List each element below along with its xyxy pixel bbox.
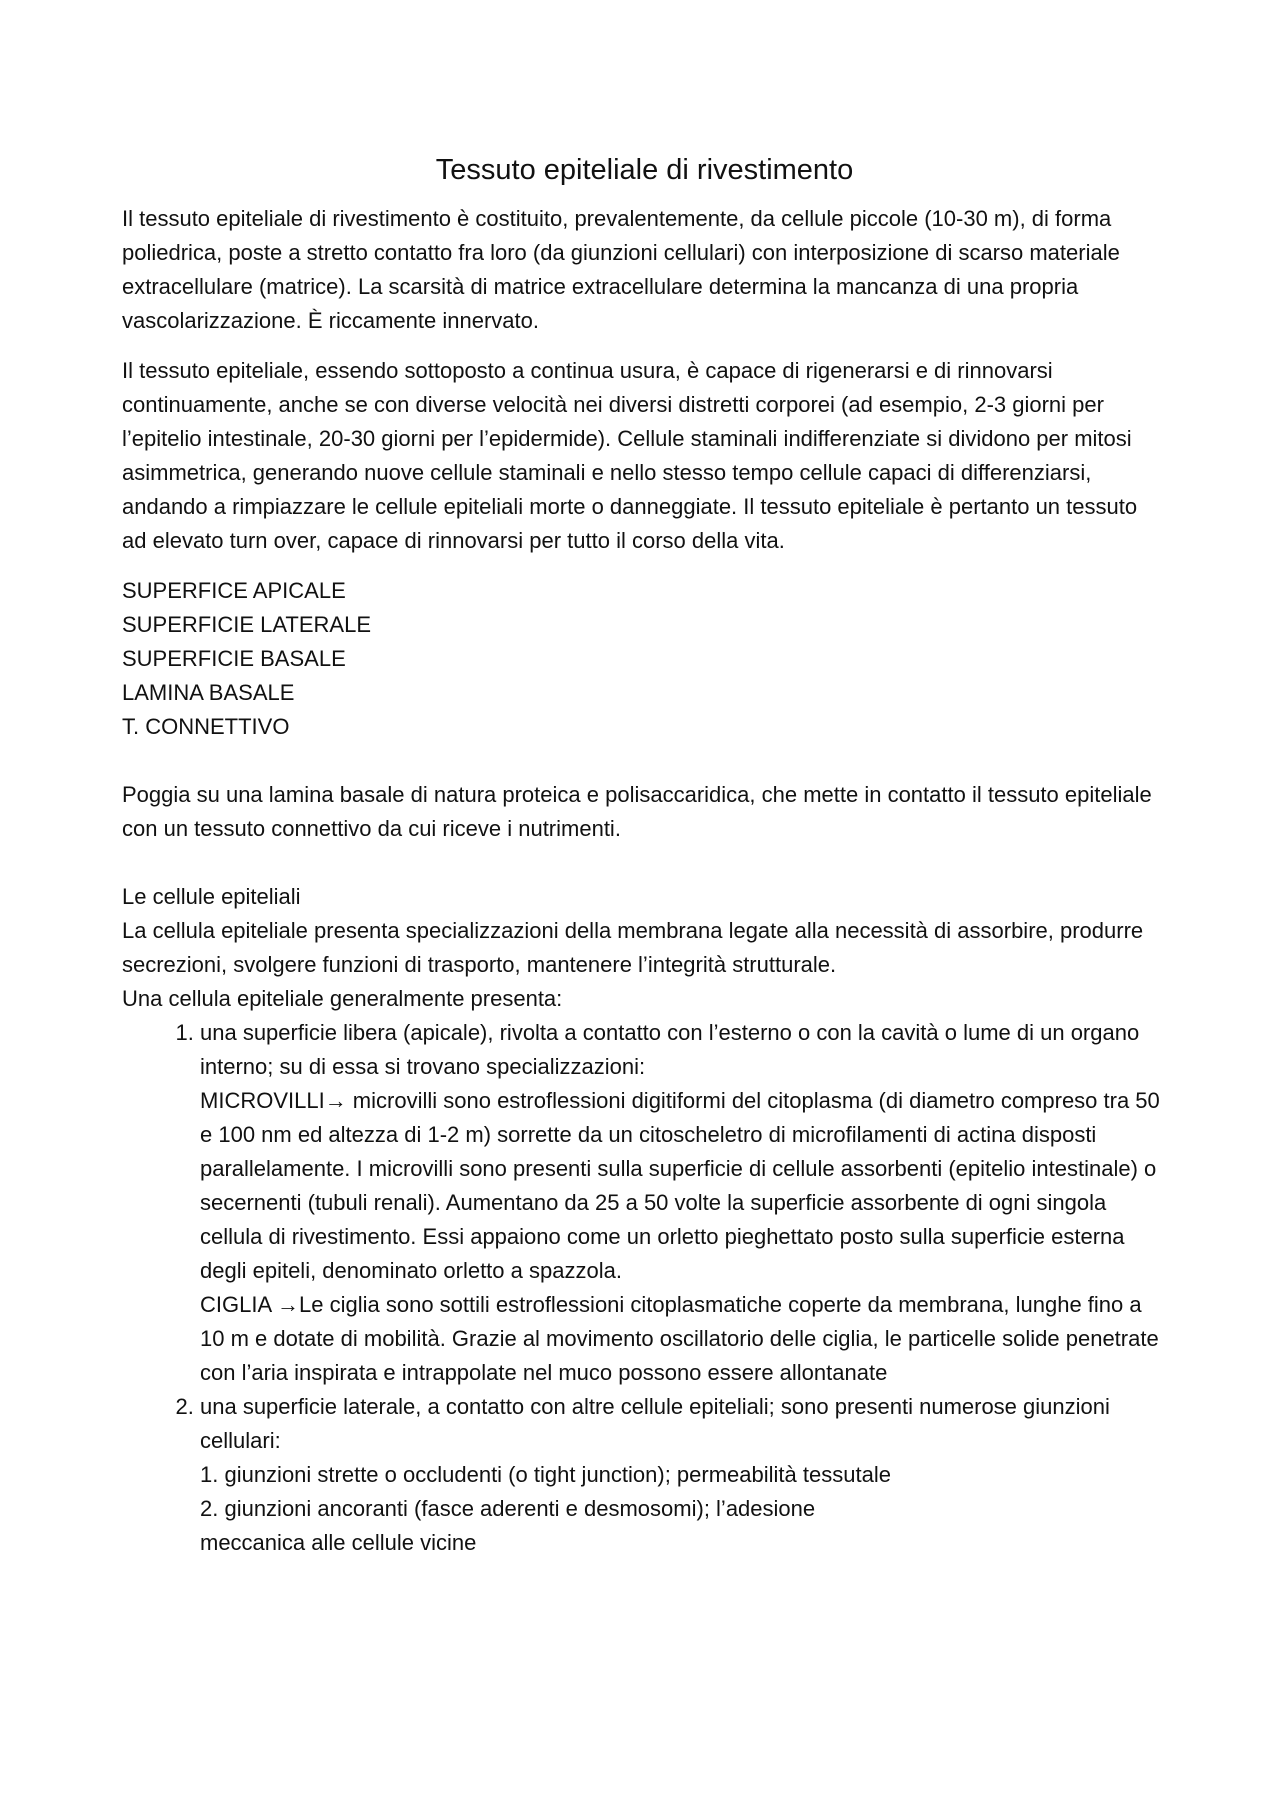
cells-section <box>122 880 1167 1560</box>
list-item-apical <box>200 1016 1167 1390</box>
ciglia-text: CIGLIA →Le ciglia sono sottili estroflessioni citoplasmatiche coperte da membrana, lunghe fino a 10 m e dotate di mobilità. Grazie al movimento oscillatorio delle ciglia, le particelle solide penetrate con l’aria inspirata e intrappolate nel muco possono essere allontanate <box>200 1292 1159 1385</box>
junction-anchoring: 2. giunzioni ancoranti (fasce aderenti e desmosomi); l’adesione <box>200 1496 816 1521</box>
paragraph-basal-lamina: Poggia su una lamina basale di natura proteica e polisaccaridica, che mette in contatto il tessuto epiteliale con un tessuto connettivo da cui riceve i nutrimenti. <box>122 782 1152 841</box>
cell-surface-list <box>122 1016 1167 1560</box>
paragraph-regeneration: Il tessuto epiteliale, essendo sottoposto a continua usura, è capace di rigenerarsi e di rinnovarsi continuamente, anche se con diverse velocità nei diversi distretti corporei (ad esempio, 2-3 giorni per l’epitelio intestinale, 20-30 giorni per l’epidermide). Cellule staminali indifferenziate si dividono per mitosi asimmetrica, generando nuove cellule staminali e nello stesso tempo cellule capaci di differenziarsi, andando a rimpiazzare le cellule epiteliali morte o danneggiate. Il tessuto epiteliale è pertanto un tessuto ad elevato turn over, capace di rinnovarsi per tutto il corso della vita. <box>122 358 1138 553</box>
layer-item: SUPERFICE APICALE <box>122 578 346 603</box>
junction-anchoring-continued: meccanica alle cellule vicine <box>200 1530 477 1555</box>
layer-item: SUPERFICIE BASALE <box>122 646 346 671</box>
layer-item: LAMINA BASALE <box>122 680 295 705</box>
section-heading: Le cellule epiteliali <box>122 884 301 909</box>
layer-item: T. CONNETTIVO <box>122 714 290 739</box>
list-item-lateral <box>200 1390 1167 1560</box>
lateral-surface-text: 2. una superficie laterale, a contatto con altre cellule epiteliali; sono presenti numerose giunzioni cellulari: <box>200 1394 1110 1453</box>
junction-tight: 1. giunzioni strette o occludenti (o tight junction); permeabilità tessutale <box>200 1462 891 1487</box>
layer-item: SUPERFICIE LATERALE <box>122 612 371 637</box>
section-intro: La cellula epiteliale presenta specializzazioni della membrana legate alla necessità di assorbire, produrre secrezioni, svolgere funzioni di trasporto, mantenere l’integrità strutturale. <box>122 918 1144 977</box>
section-lead: Una cellula epiteliale generalmente presenta: <box>122 986 563 1011</box>
apical-surface-text: 1. una superficie libera (apicale), rivolta a contatto con l’esterno o con la cavità o lume di un organo interno; su di essa si trovano specializzazioni: <box>200 1020 1140 1079</box>
paragraph-intro: Il tessuto epiteliale di rivestimento è costituito, prevalentemente, da cellule piccole (10-30 m), di forma poliedrica, poste a stretto contatto fra loro (da giunzioni cellulari) con interposizione di scarso materiale extracellulare (matrice). La scarsità di matrice extracellulare determina la mancanza di una propria vascolarizzazione. È riccamente innervato. <box>122 206 1120 333</box>
microvilli-text: MICROVILLI→ microvilli sono estroflessioni digitiformi del citoplasma (di diametro compreso tra 50 e 100 nm ed altezza di 1-2 m) sorrette da un citoscheletro di microfilamenti di actina disposti parallelamente. I microvilli sono presenti sulla superficie di cellule assorbenti (epitelio intestinale) o secernenti (tubuli renali). Aumentano da 25 a 50 volte la superficie assorbente di ogni singola cellula di rivestimento. Essi appaiono come un orletto pieghettato posto sulla superficie esterna degli epiteli, denominato orletto a spazzola. <box>200 1088 1160 1283</box>
document-page <box>122 150 1167 1560</box>
page-title: Tessuto epiteliale di rivestimento <box>435 154 854 186</box>
layer-list <box>122 574 1167 744</box>
